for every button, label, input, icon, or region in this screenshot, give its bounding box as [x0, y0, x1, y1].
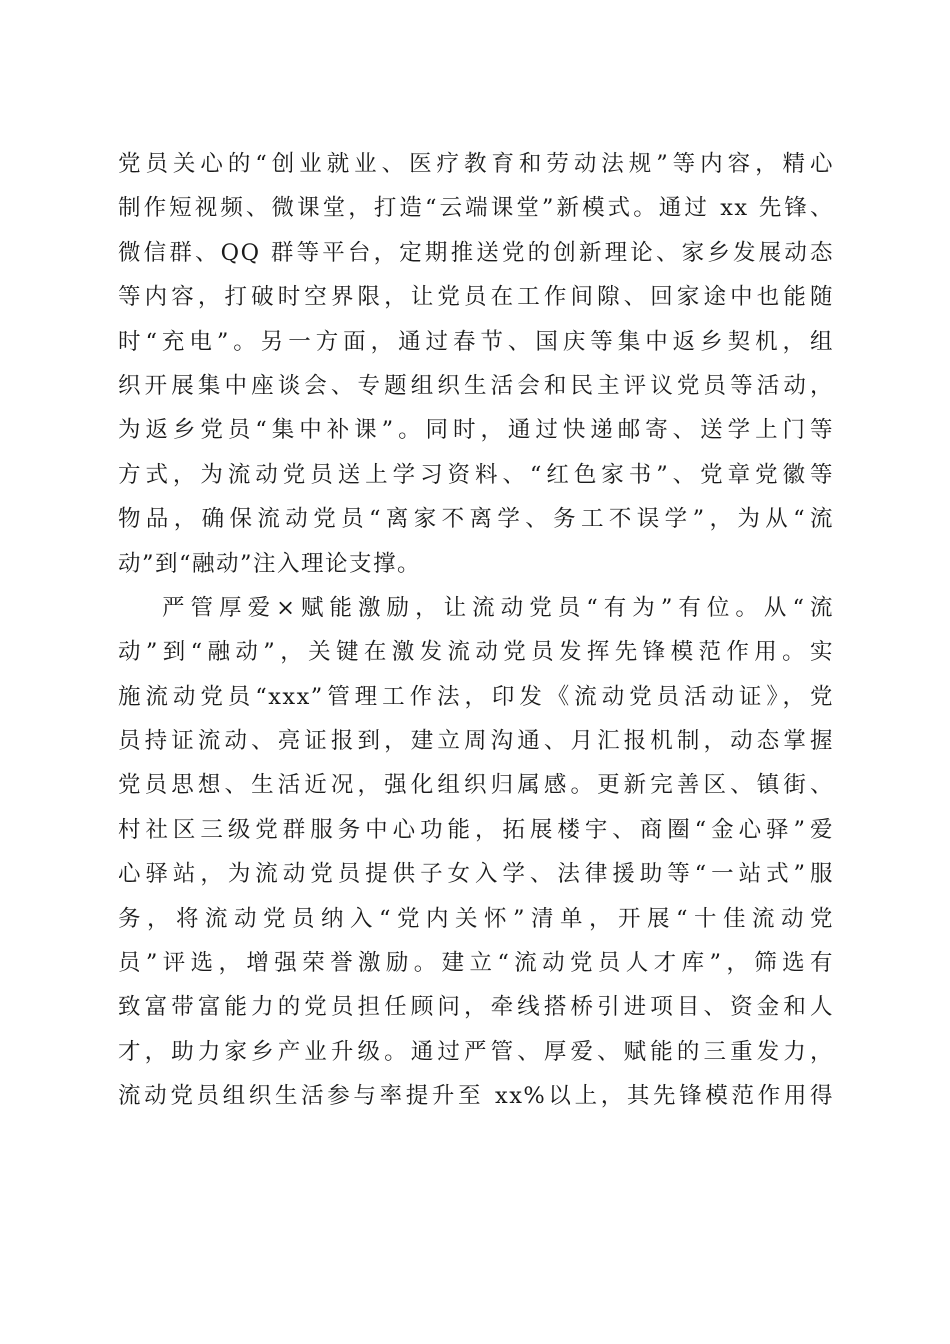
- text-line: 党员关心的“创业就业、医疗教育和劳动法规”等内容，精心: [118, 151, 834, 177]
- text-line: 流动党员组织生活参与率提升至 xx%以上，其先锋模范作用得: [118, 1083, 834, 1110]
- paragraph-first-line: 严管厚爱×赋能激励，让流动党员“有为”有位。从“流: [162, 594, 834, 621]
- text-line: 务，将流动党员纳入“党内关怀”清单，开展“十佳流动党: [118, 905, 834, 932]
- text-line: 织开展集中座谈会、专题组织生活会和民主评议党员等活动，: [118, 372, 834, 399]
- text-line: 微信群、QQ 群等平台，定期推送党的创新理论、家乡发展动态: [118, 239, 834, 266]
- text-line: 等内容，打破时空界限，让党员在工作间隙、回家途中也能随: [118, 284, 834, 311]
- text-line: 员”评选，增强荣誉激励。建立“流动党员人才库”，筛选有: [118, 950, 834, 977]
- text-line: 动”到“融动”，关键在激发流动党员发挥先锋模范作用。实: [118, 639, 834, 666]
- text-line: 心驿站，为流动党员提供子女入学、法律援助等“一站式”服: [118, 861, 834, 888]
- text-line: 村社区三级党群服务中心功能，拓展楼宇、商圈“金心驿”爱: [118, 816, 834, 843]
- text-line: 党员思想、生活近况，强化组织归属感。更新完善区、镇街、: [118, 772, 834, 799]
- text-line: 方式，为流动党员送上学习资料、“红色家书”、党章党徽等: [118, 461, 834, 488]
- text-line: 时“充电”。另一方面，通过春节、国庆等集中返乡契机，组: [118, 328, 834, 355]
- text-line: 为返乡党员“集中补课”。同时，通过快递邮寄、送学上门等: [118, 417, 834, 444]
- document-body-text: [118, 142, 834, 1119]
- text-line: 才，助力家乡产业升级。通过严管、厚爱、赋能的三重发力，: [118, 1038, 834, 1065]
- text-line: 员持证流动、亮证报到，建立周沟通、月汇报机制，动态掌握: [118, 728, 834, 755]
- text-line: 施流动党员“xxx”管理工作法，印发《流动党员活动证》，党: [118, 683, 834, 710]
- text-line: 动”到“融动”注入理论支撑。: [118, 550, 422, 577]
- text-line: 致富带富能力的党员担任顾问，牵线搭桥引进项目、资金和人: [118, 994, 834, 1021]
- text-line: 制作短视频、微课堂，打造“云端课堂”新模式。通过 xx 先锋、: [118, 195, 834, 222]
- text-line: 物品，确保流动党员“离家不离学、务工不误学”，为从“流: [118, 506, 834, 533]
